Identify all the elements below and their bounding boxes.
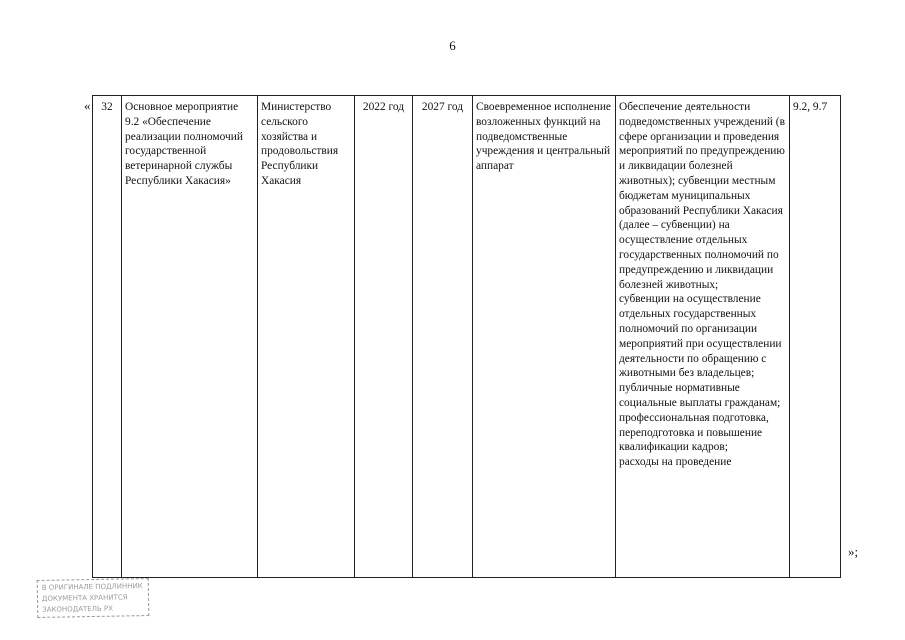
- direction-paragraph: профессиональная подготовка, переподготовка и повышение квалификации кадров;: [619, 411, 769, 454]
- row-number-cell: 32: [93, 96, 122, 578]
- executor-cell: Министерство сельского хозяйства и продовольствия Республики Хакасия: [258, 96, 355, 578]
- closing-quote-mark: »;: [848, 544, 859, 559]
- archive-stamp: [37, 578, 150, 618]
- direction-paragraph: субвенции на осуществление отдельных государственных полномочий по организации мероприятий при осуществлении деятельности по обращению с животными без владельцев;: [619, 293, 782, 380]
- direction-paragraph: Обеспечение деятельности подведомственных учреждений (в сфере организации и проведения мероприятий по предупреждению и ликвидации болезней животных); субвенции местным бюджетам муниципальных образований Республики Хакасия (далее – субвенции) на осуществление отдельных государственных полномочий по предупреждению и ликвидации болезней животных;: [619, 101, 785, 291]
- start-year-cell: 2022 год: [355, 96, 413, 578]
- page-number: 6: [449, 38, 456, 53]
- end-year-cell: 2027 год: [413, 96, 473, 578]
- event-name-cell: Основное мероприятие 9.2 «Обеспечение реализации полномочий государственной ветеринарной службы Республики Хакасия»: [122, 96, 258, 578]
- direction-paragraph: публичные нормативные социальные выплаты гражданам;: [619, 382, 781, 409]
- expected-result-cell: Своевременное исполнение возложенных функций на подведомственные учреждения и центральный аппарат: [473, 96, 616, 578]
- direction-paragraph: расходы на проведение: [619, 456, 732, 469]
- directions-cell: [616, 96, 790, 578]
- indicator-codes-cell: 9.2, 9.7: [790, 96, 841, 578]
- stamp-line: ДОКУМЕНТА ХРАНИТСЯ: [41, 593, 128, 603]
- opening-quote-mark: «: [84, 98, 91, 113]
- program-table: [92, 95, 841, 578]
- stamp-line: ЗАКОНОДАТЕЛЬ РХ: [42, 604, 114, 614]
- stamp-line: В ОРИГИНАЛЕ ПОДЛИННИК: [41, 582, 143, 592]
- table-row: [93, 96, 841, 578]
